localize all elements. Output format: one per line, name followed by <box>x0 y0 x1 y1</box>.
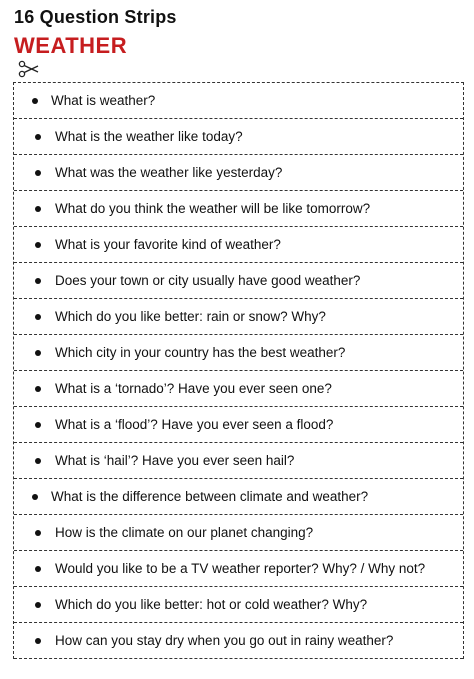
bullet-icon <box>35 422 41 428</box>
bullet-icon <box>32 494 38 500</box>
question-text: What is a ‘tornado’? Have you ever seen one? <box>55 381 332 396</box>
question-strip <box>14 191 463 227</box>
bullet-icon <box>32 98 38 104</box>
question-strip <box>14 83 463 119</box>
question-strip <box>14 371 463 407</box>
question-strip <box>14 443 463 479</box>
question-text: What is a ‘flood’? Have you ever seen a flood? <box>55 417 334 432</box>
question-strip <box>14 587 463 623</box>
question-text: Which do you like better: hot or cold weather? Why? <box>55 597 368 612</box>
question-text: What is ‘hail’? Have you ever seen hail? <box>55 453 295 468</box>
question-text: What is your favorite kind of weather? <box>55 237 281 252</box>
question-strip <box>14 155 463 191</box>
worksheet-title: 16 Question Strips <box>14 7 177 27</box>
question-strip <box>14 551 463 587</box>
question-text: Would you like to be a TV weather reporter? Why? / Why not? <box>55 561 426 576</box>
question-strip <box>14 515 463 551</box>
question-strip <box>14 623 463 659</box>
question-strip <box>14 227 463 263</box>
question-text: What was the weather like yesterday? <box>55 165 283 180</box>
question-text: What do you think the weather will be like tomorrow? <box>55 201 371 216</box>
bullet-icon <box>35 242 41 248</box>
question-text: What is weather? <box>51 93 156 108</box>
topic-heading: WEATHER <box>14 33 128 58</box>
bullet-icon <box>35 170 41 176</box>
question-text: Which city in your country has the best weather? <box>55 345 346 360</box>
bullet-icon <box>35 206 41 212</box>
question-text: Which do you like better: rain or snow? Why? <box>55 309 326 324</box>
bullet-icon <box>35 386 41 392</box>
question-strip <box>14 407 463 443</box>
bullet-icon <box>35 278 41 284</box>
question-strip <box>14 299 463 335</box>
question-strips <box>13 82 464 659</box>
bullet-icon <box>35 602 41 608</box>
question-strip <box>14 263 463 299</box>
bullet-icon <box>35 530 41 536</box>
bullet-icon <box>35 458 41 464</box>
bullet-icon <box>35 314 41 320</box>
question-strip <box>14 119 463 155</box>
question-text: Does your town or city usually have good weather? <box>55 273 361 288</box>
question-text: How is the climate on our planet changing? <box>55 525 314 540</box>
question-text: What is the difference between climate and weather? <box>51 489 369 504</box>
bullet-icon <box>35 134 41 140</box>
bullet-icon <box>35 638 41 644</box>
bullet-icon <box>35 566 41 572</box>
question-text: How can you stay dry when you go out in rainy weather? <box>55 633 394 648</box>
bullet-icon <box>35 350 41 356</box>
question-strip <box>14 479 463 515</box>
question-strip <box>14 335 463 371</box>
question-text: What is the weather like today? <box>55 129 243 144</box>
scissors-icon <box>18 59 40 79</box>
